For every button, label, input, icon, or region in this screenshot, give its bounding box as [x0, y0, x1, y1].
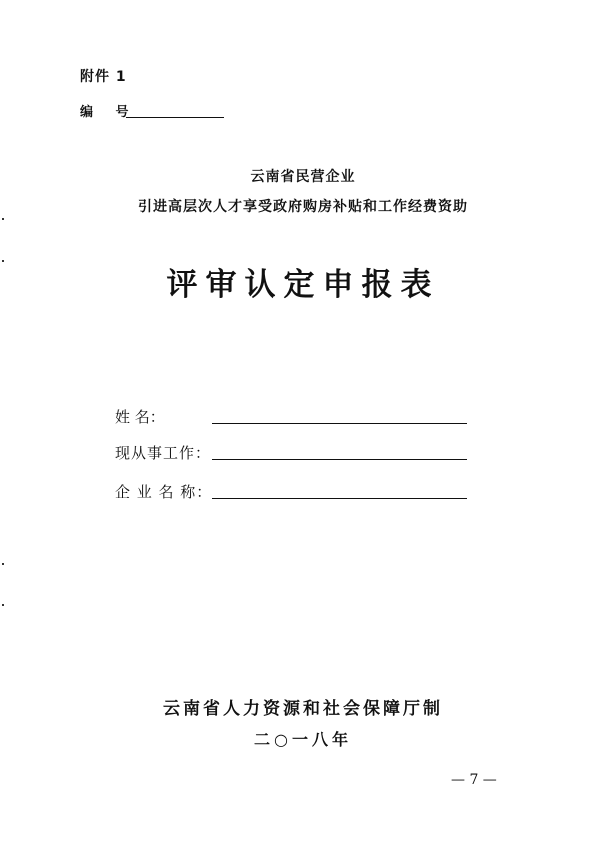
subtitle-province: 云南省民营企业: [250, 169, 356, 185]
field-company-name: [115, 481, 475, 505]
form-title: 评审认定申报表: [166, 267, 440, 303]
field-name-line: [212, 423, 467, 424]
scan-speck: [2, 604, 4, 606]
serial-number-line: [126, 117, 224, 118]
subtitle-program: 引进高层次人才享受政府购房补贴和工作经费资助: [138, 199, 468, 215]
field-current-work-line: [212, 459, 467, 460]
field-company-name-line: [212, 498, 467, 499]
page-number: — 7 —: [451, 772, 497, 788]
field-current-work-label: 现从事工作：: [115, 444, 212, 462]
field-name: [115, 406, 475, 430]
year: 二○一八年: [254, 730, 352, 749]
scan-speck: [2, 260, 4, 262]
field-name-label: 姓 名：: [115, 408, 165, 426]
field-current-work: [115, 442, 475, 466]
scan-speck: [2, 563, 4, 565]
attachment-label: 附件 1: [80, 69, 127, 85]
scan-speck: [2, 218, 4, 220]
issuer: 云南省人力资源和社会保障厅制: [163, 699, 443, 719]
field-company-name-label: 企 业 名 称：: [115, 483, 213, 501]
serial-number-label: 编 号: [80, 105, 138, 120]
